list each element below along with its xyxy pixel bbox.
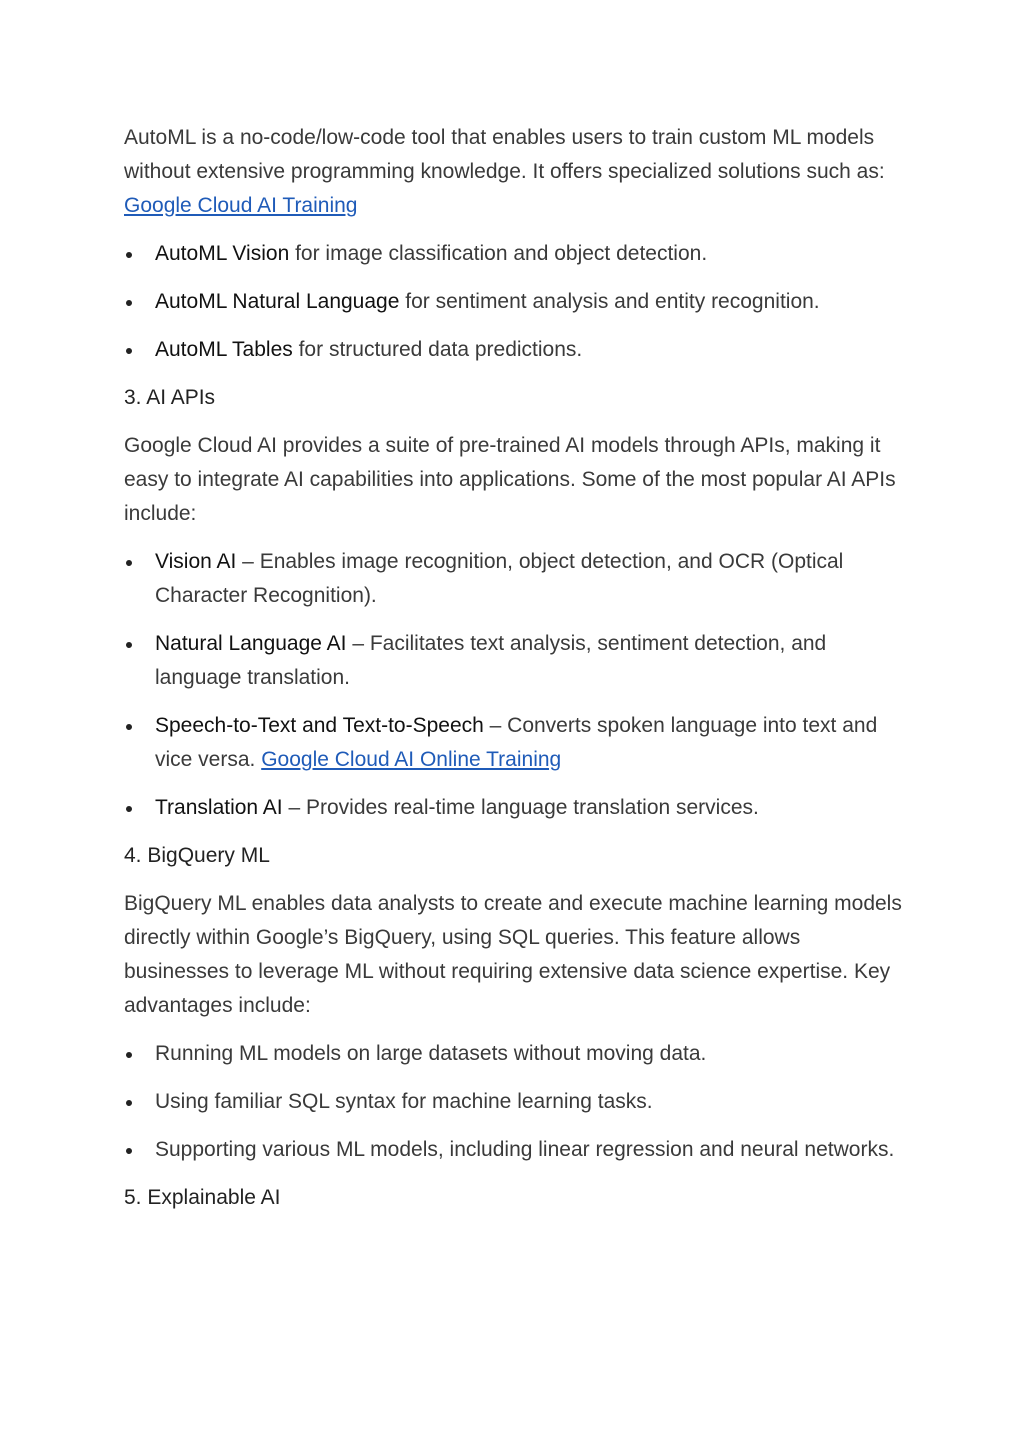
list-item-term: AutoML Vision <box>155 242 290 265</box>
list-item <box>124 627 903 695</box>
list-item <box>124 709 903 777</box>
list-item-desc: – Provides real-time language translation services. <box>282 796 759 819</box>
list-item-desc: – Enables image recognition, object detection, and OCR (Optical Character Recognition). <box>155 550 844 607</box>
intro-text: AutoML is a no-code/low-code tool that enables users to train custom ML models without extensive programming knowledge. It offers specialized solutions such as: <box>124 126 885 183</box>
google-cloud-ai-training-link[interactable]: Google Cloud AI Training <box>124 194 358 217</box>
list-item-desc: – Facilitates text analysis, sentiment detection, and language translation. <box>155 632 827 689</box>
bigquery-ml-list <box>124 1037 903 1167</box>
automl-list <box>124 237 903 367</box>
list-item-term: Translation AI <box>155 796 283 819</box>
ai-apis-list <box>124 545 903 825</box>
ai-apis-paragraph: Google Cloud AI provides a suite of pre-trained AI models through APIs, making it easy to integrate AI capabilities into applications. Some of the most popular AI APIs include: <box>124 434 896 525</box>
intro-paragraph <box>124 121 903 223</box>
list-item-term: AutoML Natural Language <box>155 290 400 313</box>
list-item <box>124 333 903 367</box>
list-item-desc: for sentiment analysis and entity recognition. <box>399 290 820 313</box>
list-item: Running ML models on large datasets without moving data. <box>124 1037 903 1071</box>
list-item: Supporting various ML models, including linear regression and neural networks. <box>124 1133 903 1167</box>
list-item <box>124 545 903 613</box>
list-item-desc: for structured data predictions. <box>292 338 583 361</box>
section-heading-ai-apis: 3. AI APIs <box>124 386 216 409</box>
section-heading-bigquery-ml: 4. BigQuery ML <box>124 844 270 867</box>
list-item: Using familiar SQL syntax for machine learning tasks. <box>124 1085 903 1119</box>
section-heading-explainable-ai: 5. Explainable AI <box>124 1186 281 1209</box>
list-item <box>124 285 903 319</box>
list-item-term: Speech-to-Text and Text-to-Speech <box>155 714 484 737</box>
list-item-desc: – Converts spoken language into text and vice versa. <box>155 714 878 771</box>
list-item <box>124 237 903 271</box>
list-item-term: Natural Language AI <box>155 632 347 655</box>
list-item-term: AutoML Tables <box>155 338 293 361</box>
list-item <box>124 791 903 825</box>
list-item-desc: for image classification and object detection. <box>289 242 708 265</box>
list-item-term: Vision AI <box>155 550 237 573</box>
google-cloud-ai-online-training-link[interactable]: Google Cloud AI Online Training <box>261 748 562 771</box>
bigquery-ml-paragraph: BigQuery ML enables data analysts to create and execute machine learning models directly within Google’s BigQuery, using SQL queries. This feature allows businesses to leverage ML without requiring extensive data science expertise. Key advantages include: <box>124 892 902 1017</box>
